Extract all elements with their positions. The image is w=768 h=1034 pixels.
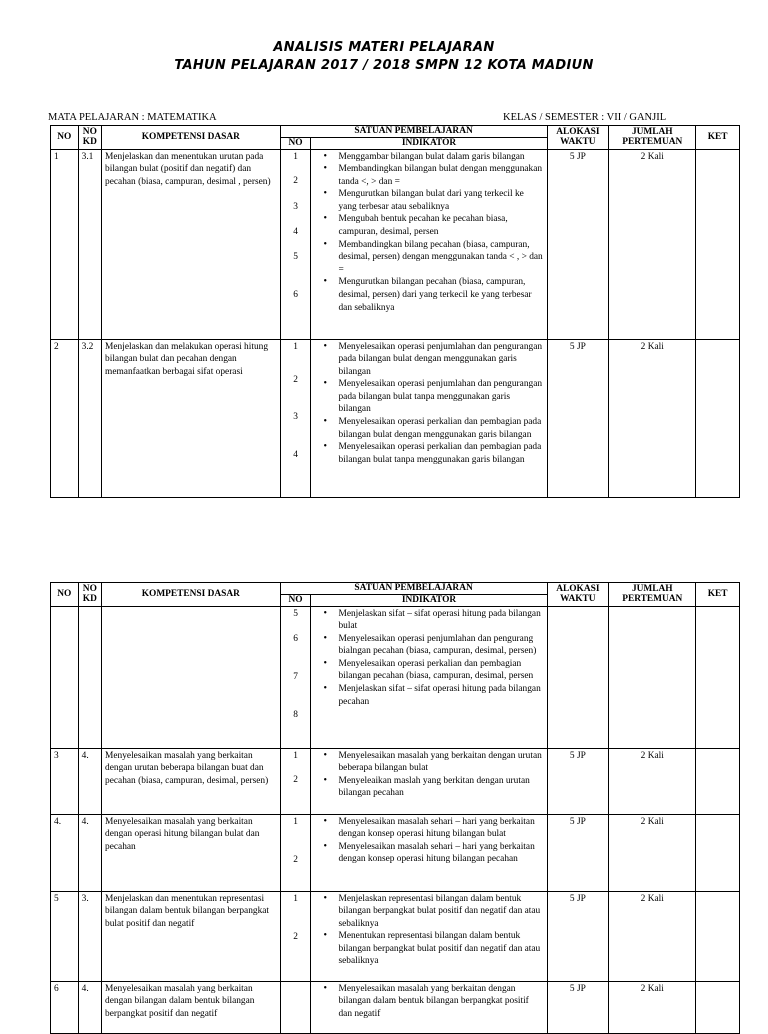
header-no: NO: [51, 583, 79, 607]
header-sp-no: NO: [280, 594, 311, 606]
indicator-number: 2: [293, 374, 298, 385]
row-no: 3: [51, 748, 79, 814]
indicator-number: 4: [293, 226, 298, 237]
indicator-number: 6: [293, 289, 298, 300]
table-row: [51, 891, 740, 981]
row-indikator: [311, 748, 547, 814]
row-indicator-numbers: [280, 814, 311, 891]
class-semester-label: KELAS / SEMESTER : VII / GANJIL: [503, 112, 667, 123]
indicator-item: • Menyeleaikan maslah yang berkitan dengan urutan bilangan pecahan: [338, 775, 543, 800]
indicator-item: • Menyelesaikan operasi penjumlahan dan pengurangan pada bilangan bulat dengan menggunakan garis bilangan: [338, 341, 543, 379]
header-no-kd: NO KD: [78, 583, 101, 607]
indicator-list: [314, 341, 543, 467]
indicator-number: 4: [293, 449, 298, 460]
indicator-number: 1: [293, 341, 298, 352]
indicator-number: 7: [293, 671, 298, 682]
header-jumlah: JUMLAH PERTEMUAN: [609, 126, 696, 150]
row-jumlah: 2 Kali: [609, 981, 696, 1033]
document-subtitle: TAHUN PELAJARAN 2017 / 2018 SMPN 12 KOTA MADIUN: [174, 58, 594, 73]
row-indicator-numbers: [280, 891, 311, 981]
indicator-item: • Menjelaskan sifat – sifat operasi hitung pada bilangan bulat: [338, 608, 543, 633]
indicator-item: • Menyelesaikan masalah sehari – hari yang berkaitan dengan konsep operasi hitung bilangan bulat: [338, 816, 543, 841]
indicator-item: • Menggambar bilangan bulat dalam garis bilangan: [338, 151, 543, 164]
indicator-item: • Menyelesaikan masalah yang berkaitan dengan bilangan dalam bentuk bilangan berpangkat positif dan negatif: [338, 983, 543, 1021]
header-ket: KET: [696, 583, 740, 607]
row-indikator: [311, 814, 547, 891]
indicator-list: [314, 608, 543, 709]
indicator-item: • Menyelesaikan operasi perkalian dan pembagian bilangan pecahan (biasa, campuran, desimal, persen: [338, 658, 543, 683]
indicator-item: • Menjelaskan sifat – sifat operasi hitung pada bilangan pecahan: [338, 683, 543, 708]
indicator-number: 2: [293, 854, 298, 865]
indicator-number: 5: [293, 251, 298, 262]
indicator-list: [314, 750, 543, 800]
row-indikator: [311, 339, 547, 497]
header-jumlah: JUMLAH PERTEMUAN: [609, 583, 696, 607]
row-indikator: [311, 891, 547, 981]
row-alokasi: 5 JP: [547, 339, 609, 497]
analysis-table-1: [50, 125, 740, 498]
row-indikator: [311, 981, 547, 1033]
row-ket: [696, 149, 740, 339]
row-ket: [696, 748, 740, 814]
header-satuan: SATUAN PEMBELAJARAN: [280, 583, 547, 595]
row-no: [51, 606, 79, 748]
row-no: 1: [51, 149, 79, 339]
indicator-number: 1: [293, 816, 298, 827]
indicator-item: • Mengubah bentuk pecahan ke pecahan biasa, campuran, desimal, persen: [338, 213, 543, 238]
indicator-number: 1: [293, 750, 298, 761]
row-jumlah: 2 Kali: [609, 149, 696, 339]
table-row: [51, 748, 740, 814]
indicator-list: [314, 816, 543, 866]
row-no: 6: [51, 981, 79, 1033]
indicator-number: 2: [293, 774, 298, 785]
header-alokasi: ALOKASI WAKTU: [547, 583, 609, 607]
indicator-item: • Membandingkan bilangan bulat dengan menggunakan tanda <, > dan =: [338, 163, 543, 188]
indicator-number: 1: [293, 151, 298, 162]
row-alokasi: [547, 606, 609, 748]
indicator-item: • Menjelaskan representasi bilangan dalam bentuk bilangan berpangkat bulat positif dan negatif dan atau sebaliknya: [338, 893, 543, 931]
indicator-number: 3: [293, 411, 298, 422]
header-satuan: SATUAN PEMBELAJARAN: [280, 126, 547, 138]
table-row: [51, 149, 740, 339]
header-sp-no: NO: [280, 137, 311, 149]
indicator-item: • Menyelesaikan operasi perkalian dan pembagian pada bilangan bulat tanpa menggunakan garis bilangan: [338, 441, 543, 466]
row-indicator-numbers: [280, 149, 311, 339]
row-alokasi: 5 JP: [547, 814, 609, 891]
row-indicator-numbers: [280, 339, 311, 497]
row-no: 4.: [51, 814, 79, 891]
row-ket: [696, 814, 740, 891]
row-kd: 4.: [78, 748, 101, 814]
indicator-item: • Membandingkan bilang pecahan (biasa, campuran, desimal, persen) dengan menggunakan tanda < , > dan =: [338, 239, 543, 277]
indicator-item: • Mengurutkan bilangan bulat dari yang terkecil ke yang terbesar atau sebaliknya: [338, 188, 543, 213]
header-kompetensi: KOMPETENSI DASAR: [102, 583, 281, 607]
indicator-item: • Menyelesaikan masalah sehari – hari yang berkaitan dengan konsep operasi hitung bilangan pecahan: [338, 841, 543, 866]
header-ket: KET: [696, 126, 740, 150]
indicator-item: • Menyelesaikan operasi penjumlahan dan pengurangan pada bilangan bulat tanpa menggunakan garis bilangan: [338, 378, 543, 416]
row-indicator-numbers: [280, 748, 311, 814]
row-alokasi: 5 JP: [547, 748, 609, 814]
row-indikator: [311, 149, 547, 339]
row-kompetensi: Menjelaskan dan melakukan operasi hitung bilangan bulat dan pecahan dengan memanfaatkan berbagai sifat operasi: [102, 339, 281, 497]
row-no: 5: [51, 891, 79, 981]
indicator-number: 1: [293, 893, 298, 904]
indicator-number: 6: [293, 633, 298, 644]
row-ket: [696, 891, 740, 981]
row-kd: 4.: [78, 814, 101, 891]
indicator-number: 2: [293, 175, 298, 186]
indicator-list: [314, 983, 543, 1021]
indicator-number: 3: [293, 201, 298, 212]
table-row: [51, 814, 740, 891]
row-jumlah: 2 Kali: [609, 891, 696, 981]
row-kd: 3.2: [78, 339, 101, 497]
row-ket: [696, 981, 740, 1033]
header-alokasi: ALOKASI WAKTU: [547, 126, 609, 150]
indicator-item: • Menyelesaikan operasi perkalian dan pembagian pada bilangan bulat dengan menggunakan garis bilangan: [338, 416, 543, 441]
row-jumlah: 2 Kali: [609, 748, 696, 814]
header-kompetensi: KOMPETENSI DASAR: [102, 126, 281, 150]
row-alokasi: 5 JP: [547, 891, 609, 981]
row-kompetensi: Menjelaskan dan menentukan representasi bilangan dalam bentuk bilangan berpangkat bulat positif dan negatif: [102, 891, 281, 981]
indicator-number: 2: [293, 931, 298, 942]
row-indicator-numbers: [280, 606, 311, 748]
header-indikator: INDIKATOR: [311, 594, 547, 606]
header-no: NO: [51, 126, 79, 150]
header-indikator: INDIKATOR: [311, 137, 547, 149]
row-kd: [78, 606, 101, 748]
row-ket: [696, 606, 740, 748]
row-indicator-numbers: [280, 981, 311, 1033]
indicator-item: • Menyelesaikan masalah yang berkaitan dengan urutan beberapa bilangan bulat: [338, 750, 543, 775]
row-jumlah: 2 Kali: [609, 814, 696, 891]
table-row: [51, 606, 740, 748]
row-kd: 4.: [78, 981, 101, 1033]
row-ket: [696, 339, 740, 497]
table-row: [51, 981, 740, 1033]
indicator-number: 8: [293, 709, 298, 720]
indicator-list: [314, 151, 543, 315]
row-jumlah: [609, 606, 696, 748]
indicator-item: • Menentukan representasi bilangan dalam bentuk bilangan berpangkat bulat positif dan negatif dan atau sebaliknya: [338, 930, 543, 968]
indicator-item: • Menyelesaikan operasi penjumlahan dan pengurang bialngan pecahan (biasa, campuran, desimal, persen): [338, 633, 543, 658]
analysis-table-2: [50, 582, 740, 1034]
row-kompetensi: [102, 606, 281, 748]
indicator-number: 5: [293, 608, 298, 619]
row-alokasi: 5 JP: [547, 149, 609, 339]
row-kompetensi: Menyelesaikan masalah yang berkaitan dengan bilangan dalam bentuk bilangan berpangkat positif dan negatif: [102, 981, 281, 1033]
row-no: 2: [51, 339, 79, 497]
table-row: [51, 339, 740, 497]
document-title: ANALISIS MATERI PELAJARAN: [273, 40, 495, 55]
header-no-kd: NO KD: [78, 126, 101, 150]
row-kompetensi: Menjelaskan dan menentukan urutan pada bilangan bulat (positif dan negatif) dan pecahan (biasa, campuran, desimal , persen): [102, 149, 281, 339]
subject-label: MATA PELAJARAN : MATEMATIKA: [48, 112, 217, 123]
indicator-list: [314, 893, 543, 969]
row-kompetensi: Menyelesaikan masalah yang berkaitan dengan urutan beberapa bilangan buat dan pecahan (biasa, campuran, desimal, persen): [102, 748, 281, 814]
row-jumlah: 2 Kali: [609, 339, 696, 497]
row-kompetensi: Menyelesaikan masalah yang berkaitan dengan operasi hitung bilangan bulat dan pecahan: [102, 814, 281, 891]
row-kd: 3.1: [78, 149, 101, 339]
row-kd: 3.: [78, 891, 101, 981]
indicator-item: • Mengurutkan bilangan pecahan (biasa, campuran, desimal, persen) dari yang terkecil ke yang terbesar dan sebaliknya: [338, 276, 543, 314]
row-alokasi: 5 JP: [547, 981, 609, 1033]
row-indikator: [311, 606, 547, 748]
